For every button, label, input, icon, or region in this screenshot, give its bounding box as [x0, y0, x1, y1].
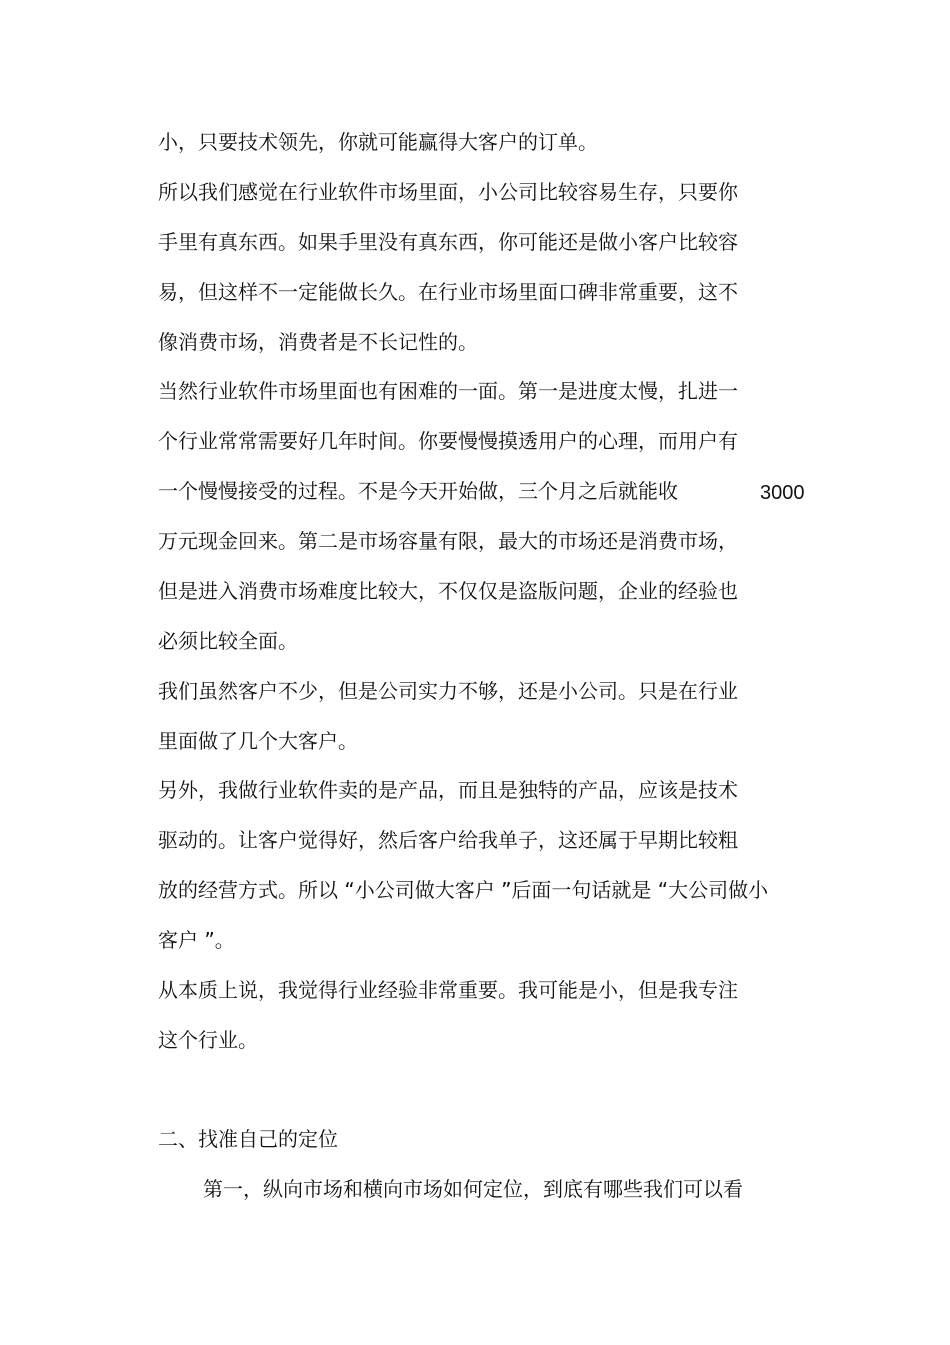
text-line: 所以我们感觉在行业软件市场里面，小公司比较容易生存，只要你: [158, 180, 738, 204]
text-line: 必须比较全面。: [158, 629, 298, 653]
text-line: 小，只要技术领先，你就可能赢得大客户的订单。: [158, 130, 598, 154]
number-3000: 3000: [760, 482, 805, 504]
text-line: 万元现金回来。第二是市场容量有限，最大的市场还是消费市场，: [158, 529, 738, 553]
text-line: 从本质上说，我觉得行业经验非常重要。我可能是小，但是我专注: [158, 978, 738, 1002]
section-heading: 二、找准自己的定位: [158, 1127, 338, 1151]
text-line: 放的经营方式。所以 “小公司做大客户 ”后面一句话就是 “大公司做小: [158, 878, 769, 902]
text-line: 客户 ”。: [158, 928, 235, 952]
text-line: 驱动的。让客户觉得好，然后客户给我单子，这还属于早期比较粗: [158, 828, 738, 852]
text-line: 这个行业。: [158, 1028, 258, 1052]
text-line: 第一，纵向市场和横向市场如何定位，到底有哪些我们可以看: [203, 1177, 743, 1201]
text-line: 个行业常常需要好几年时间。你要慢慢摸透用户的心理，而用户有: [158, 429, 738, 453]
text-line: 里面做了几个大客户。: [158, 729, 358, 753]
text-line: 当然行业软件市场里面也有困难的一面。第一是进度太慢，扎进一: [158, 379, 738, 403]
text-line: 另外，我做行业软件卖的是产品，而且是独特的产品，应该是技术: [158, 778, 738, 802]
text-line: 但是进入消费市场难度比较大，不仅仅是盗版问题，企业的经验也: [158, 579, 738, 603]
text-line: 易，但这样不一定能做长久。在行业市场里面口碑非常重要，这不: [158, 280, 738, 304]
text-line: 我们虽然客户不少，但是公司实力不够，还是小公司。只是在行业: [158, 679, 738, 703]
text-line: 像消费市场，消费者是不长记性的。: [158, 330, 478, 354]
text-line: 手里有真东西。如果手里没有真东西，你可能还是做小客户比较容: [158, 230, 738, 254]
text-line: 一个慢慢接受的过程。不是今天开始做，三个月之后就能收: [158, 479, 678, 503]
